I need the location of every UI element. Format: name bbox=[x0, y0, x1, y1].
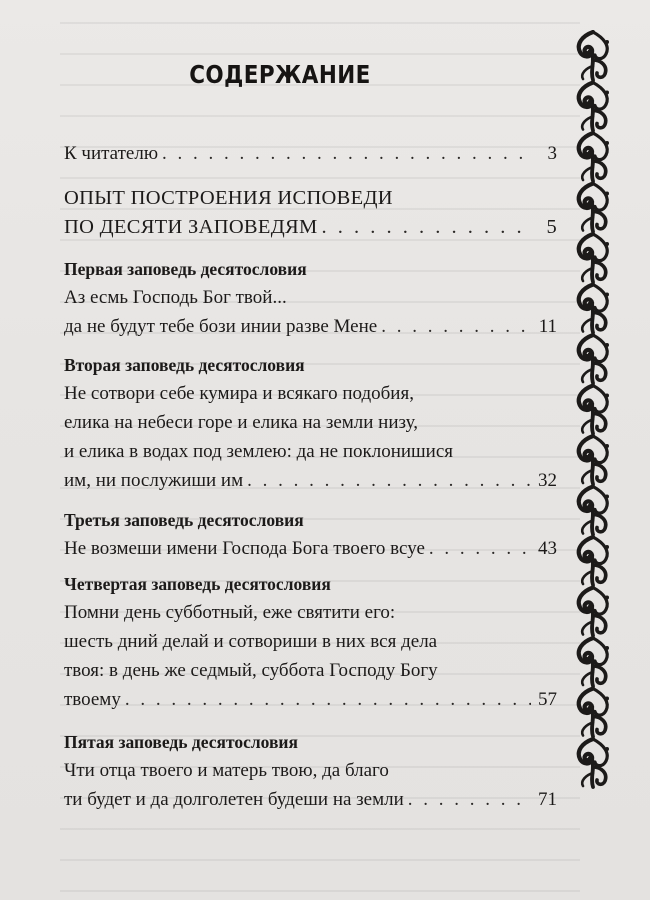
ornament-segment bbox=[579, 32, 609, 80]
dot-leader bbox=[162, 139, 531, 168]
dot-leader bbox=[408, 785, 531, 814]
ornament-segment bbox=[579, 739, 609, 787]
toc-entry-text: твоему bbox=[64, 689, 121, 710]
toc-entry-text: елика на небеси горе и елика на земли низу, bbox=[64, 412, 418, 433]
dot-leader bbox=[125, 685, 531, 714]
toc-page-number: 11 bbox=[538, 316, 557, 337]
toc-page-number: 57 bbox=[538, 689, 557, 710]
toc-entry-text: им, ни послужиши им bbox=[64, 470, 244, 491]
vertical-ornament-border bbox=[568, 30, 618, 820]
toc-page-number: 3 bbox=[547, 143, 557, 164]
section-heading: Первая заповедь десятословия bbox=[64, 259, 307, 279]
ornament-segment bbox=[579, 588, 609, 636]
section-heading: Пятая заповедь десятословия bbox=[64, 732, 298, 752]
toc-entry-text: Не возмеши имени Господа Бога твоего всуе bbox=[64, 538, 425, 559]
toc-entry-text: Аз есмь Господь Бог твой... bbox=[64, 287, 287, 308]
toc-entry-title: К читателю bbox=[64, 143, 159, 164]
toc-entry-to-reader[interactable] bbox=[64, 139, 557, 168]
ornament-segment bbox=[579, 689, 609, 737]
dot-leader bbox=[381, 312, 531, 341]
toc-entry-fifth-commandment[interactable] bbox=[64, 729, 557, 814]
page-title: СОДЕРЖАНИЕ bbox=[189, 60, 371, 89]
toc-entry-text: ти будет и да долголетен будеши на земли bbox=[64, 789, 404, 810]
toc-entry-text: Не сотвори себе кумира и всякаго подобия, bbox=[64, 383, 414, 404]
toc-entry-text: Чти отца твоего и матерь твою, да благо bbox=[64, 760, 389, 781]
toc-entry-title: ПО ДЕСЯТИ ЗАПОВЕДЯМ bbox=[64, 216, 318, 238]
toc-entry-text: и елика в водах под землею: да не поклонишися bbox=[64, 441, 454, 462]
ornament-segment bbox=[579, 335, 609, 383]
ornament-segment bbox=[579, 537, 609, 585]
toc-page-number: 71 bbox=[538, 789, 557, 810]
ornament-segment bbox=[579, 638, 609, 686]
toc-entry-first-commandment[interactable] bbox=[64, 256, 557, 341]
ornament-segment bbox=[579, 184, 609, 232]
toc-entry-second-commandment[interactable] bbox=[64, 352, 557, 495]
dot-leader bbox=[429, 534, 531, 563]
ornament-segment bbox=[579, 436, 609, 484]
ornament-segment bbox=[579, 133, 609, 181]
toc-entry-third-commandment[interactable] bbox=[64, 507, 557, 563]
section-heading: Третья заповедь десятословия bbox=[64, 510, 304, 530]
ornament-segment bbox=[579, 285, 609, 333]
ornament-segments bbox=[579, 32, 609, 787]
toc-entry-text: твоя: в день же седмый, суббота Господу Богу bbox=[64, 660, 438, 681]
toc-entry-text: шесть дний делай и сотвориши в них вся дела bbox=[64, 631, 438, 652]
toc-entry-confession-essay[interactable] bbox=[64, 184, 557, 242]
dot-leader bbox=[322, 213, 531, 242]
toc-page-number: 32 bbox=[538, 470, 557, 491]
ornament-segment bbox=[579, 487, 609, 535]
toc-page-number: 43 bbox=[538, 538, 557, 559]
ornament-segment bbox=[579, 234, 609, 282]
dot-leader bbox=[247, 466, 531, 495]
ornament-segment bbox=[579, 83, 609, 131]
toc-page-number: 5 bbox=[546, 216, 557, 238]
toc-entry-title: ОПЫТ ПОСТРОЕНИЯ ИСПОВЕДИ bbox=[64, 187, 393, 209]
section-heading: Четвертая заповедь десятословия bbox=[64, 574, 331, 594]
toc-entry-text: да не будут тебе бози инии разве Мене bbox=[64, 316, 378, 337]
ornament-segment bbox=[579, 386, 609, 434]
toc-entry-fourth-commandment[interactable] bbox=[64, 571, 557, 714]
toc-entry-text: Помни день субботный, еже святити его: bbox=[64, 602, 396, 623]
section-heading: Вторая заповедь десятословия bbox=[64, 355, 305, 375]
